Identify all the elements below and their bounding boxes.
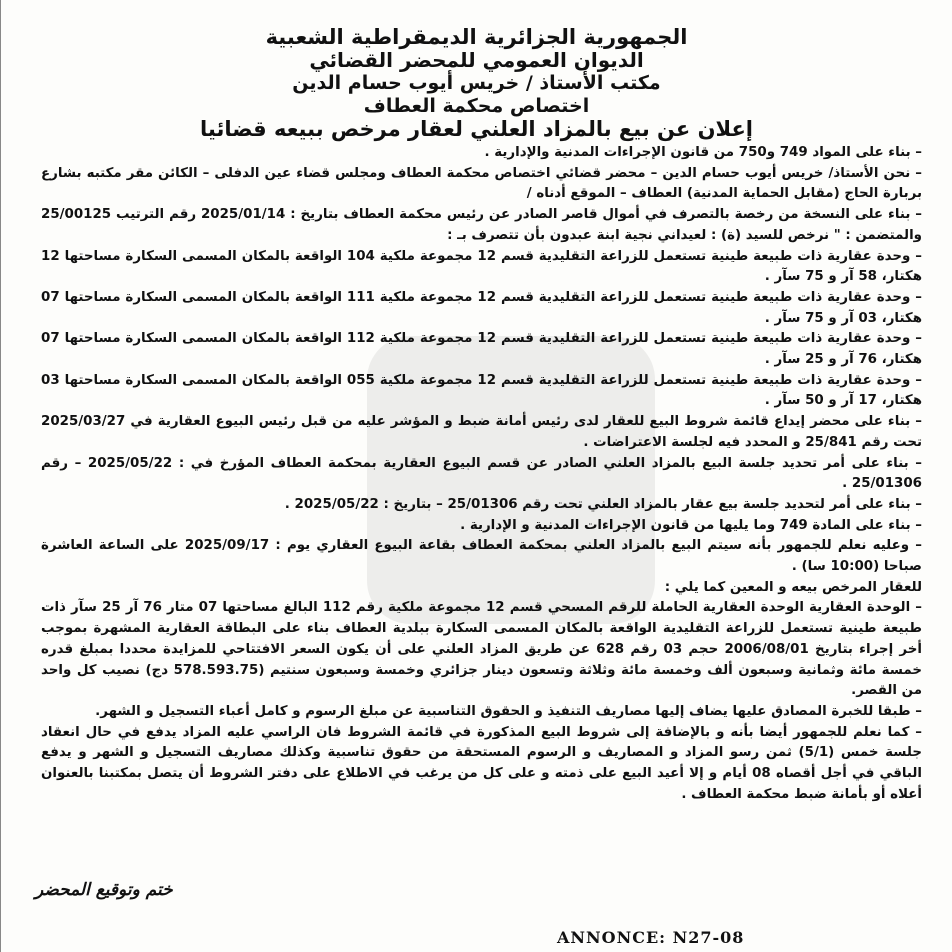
paragraph: – وحدة عقارية ذات طبيعة طينية تستعمل للزراعة التقليدية قسم 12 مجموعة ملكية 112 الواقعة بالمكان المسمى السكارة مساحتها 07 هكتار، 76 آر و 25 سآر . [41,331,922,368]
header-bailiff: مكتب الأستاذ / خريس أيوب حسام الدين [292,72,661,94]
header-republic: الجمهورية الجزائرية الديمقراطية الشعبية [265,25,688,49]
paragraph: – طبقا للخبرة المصادق عليها يضاف إليها مصاريف التنفيذ و الحقوق التناسبية عن مبلغ الرسوم و كامل أعباء التسجيل و الشهر. [95,703,922,719]
paragraph: – بناء على أمر لتحديد جلسة بيع عقار بالمزاد العلني تحت رقم 25/01306 – بتاريخ : 2025/05/22 . [284,496,922,512]
paragraph: – نحن الأستاذ/ خريس أيوب حسام الدين – محضر قضائي اختصاص محكمة العطاف ومجلس قضاء عين الدفلى – الكائن مقر مكتبه بشارع بربارة الحاج (مقابل الحماية المدنية) العطاف – الموقع أدناه / [41,165,922,202]
paragraph: – بناء على النسخة من رخصة بالتصرف في أموال قاصر الصادر عن رئيس محكمة العطاف بتاريخ : 2025/01/14 رقم الترتيب 25/00125 والمتضمن : " نرخص للسيد (ة) : لعيداني نجية ابنة عبدون بأن تتصرف بـ : [41,207,922,243]
announcement-title: إعلان عن بيع بالمزاد العلني لعقار مرخص ببيعه قضائيا [199,117,753,141]
paragraph: – كما نعلم للجمهور أيضا بأنه و بالإضافة إلى شروط البيع المذكورة في قائمة الشروط فان الراسي عليه المزاد يدفع في حال انعقاد جلسة خمس (5/1) ثمن رسو المزاد و المصاريف و الرسوم المستحقة من حقوق تناسبية وكذلك مصاريف التسجيل و الشهر و يدفع الباقي في أجل أقصاه 08 أيام و إلا أعيد البيع على ذمته و على كل من يرغب في الاطلاع على دفتر الشروط أن يتصل بمكتبنا بالعنوان أعلاه أو بأمانة ضبط محكمة العطاف . [41,724,922,802]
paragraph: للعقار المرخص بيعه و المعين كما يلي : [664,579,922,595]
paragraph: – بناء على محضر إيداع قائمة شروط البيع للعقار لدى رئيس أمانة ضبط و المؤشر عليه من قبل رئيس البيوع العقارية في 2025/03/27 تحت رقم 25/841 و المحدد فيه لجلسة الاعتراضات . [41,414,922,450]
paragraph: – الوحدة العقارية الوحدة العقارية الحاملة للرقم المسحي قسم 12 مجموعة ملكية رقم 112 البالغ مساحتها 07 متار 76 آر 25 سآر ذات طبيعة طينية تستعمل للزراعة التقليدية الواقعة بالمكان المسمى السكارة ببلدية العطاف بناء على البطاقة العقارية المشهرة بموجب أخر إجراء بتاريخ 2006/08/01 حجم 03 رقم 628 عن طريق المزاد العلني على أن يكون السعر الافتتاحي للمزايدة محددا بمبلغ قدره خمسة مائة وثمانية وسبعون ألف وخمسة مائة وثلاثة وتسعون دينار جزائري وخمسة وسبعون سنتيم (578.593.75 دج) نصيب كل واحد من القصر. [41,600,922,699]
paragraph: – بناء على المادة 749 وما يليها من قانون الإجراءات المدنية و الإدارية . [460,517,922,533]
paragraph: – وحدة عقارية ذات طبيعة طينية تستعمل للزراعة التقليدية قسم 12 مجموعة ملكية 111 الواقعة بالمكان المسمى السكارة مساحتها 07 هكتار، 03 آر و 75 سآر . [41,289,922,326]
paragraph: – وعليه نعلم للجمهور بأنه سيتم البيع بالمزاد العلني بمحكمة العطاف بقاعة البيوع العقاري يوم : 2025/09/17 على الساعة العاشرة صباحا (10:00 سا) . [41,538,922,575]
document-header [1,0,952,141]
paragraph: – بناء على أمر تحديد جلسة البيع بالمزاد العلني الصادر عن قسم البيوع العقارية بمحكمة العطاف المؤرخ في : 2025/05/22 – رقم 25/01306 . [41,455,923,492]
header-jurisdiction: اختصاص محكمة العطاف [363,95,590,117]
signature-line: ختم وتوقيع المحضر [35,880,173,900]
announcement-body [1,141,952,806]
paragraph: – وحدة عقارية ذات طبيعة طينية تستعمل للزراعة التقليدية قسم 12 مجموعة ملكية 104 الواقعة بالمكان المسمى السكارة مساحتها 12 هكتار، 58 آر و 75 سآر . [41,248,922,285]
header-office: الديوان العمومي للمحضر القضائي [309,48,644,72]
announcement-reference: ANNONCE: N27-08 [557,928,745,947]
paragraph: – وحدة عقارية ذات طبيعة طينية تستعمل للزراعة التقليدية قسم 12 مجموعة ملكية 055 الواقعة بالمكان المسمى السكارة مساحتها 03 هكتار، 17 آر و 50 سآر . [41,372,922,409]
paragraph: – بناء على المواد 749 و750 من قانون الإجراءات المدنية والإدارية . [484,145,922,160]
